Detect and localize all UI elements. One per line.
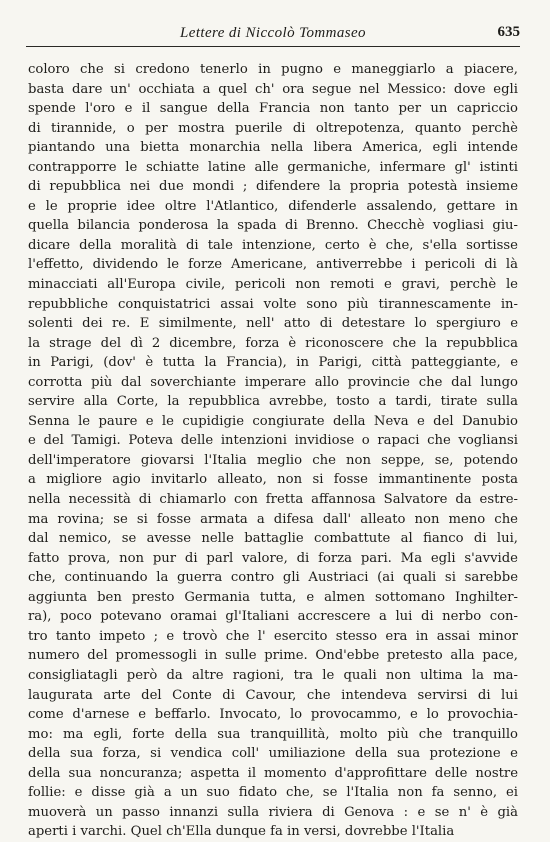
text-line: in Parigi, (dov' è tutta la Francia), in Parigi, città patteggiante, e bbox=[28, 355, 518, 371]
text-line: fatto prova, non pur di parl valore, di forza pari. Ma egli s'avvide bbox=[28, 550, 518, 566]
text-line: a migliore agio invitarlo alleato, non si fosse immantinente posta bbox=[28, 472, 518, 488]
text-line: della sua noncuranza; aspetta il momento d'approfittare delle nostre bbox=[28, 765, 518, 781]
text-line: dicare della moralità di tale intenzione, certo è che, s'ella sortisse bbox=[28, 237, 518, 253]
text-line: dell'imperatore giovarsi l'Italia meglio che non seppe, se, potendo bbox=[28, 452, 518, 468]
text-line: corrotta più dal soverchiante imperare allo provincie che dal lungo bbox=[28, 374, 518, 390]
text-line: aggiunta ben presto Germania tutta, e almen sottomano Inghilter- bbox=[28, 589, 518, 605]
text-line: contrapporre le schiatte latine alle germaniche, infermare gl' istinti bbox=[28, 159, 518, 175]
text-line: minacciati all'Europa civile, pericoli non remoti e gravi, perchè le bbox=[28, 277, 518, 293]
text-line: ma rovina; se si fosse armata a difesa dall' alleato non meno che bbox=[28, 511, 518, 527]
text-line: repubbliche conquistatrici assai volte sono più tirannescamente in- bbox=[28, 296, 518, 312]
letter-body-text bbox=[28, 60, 518, 842]
text-line: dal nemico, se avesse nelle battaglie combattute al fianco di lui, bbox=[28, 531, 518, 547]
text-line: solenti dei re. E similmente, nell' atto di detestare lo spergiuro e bbox=[28, 316, 518, 332]
text-line: laugurata arte del Conte di Cavour, che intendeva servirsi di lui bbox=[28, 687, 518, 703]
text-line: aperti i varchi. Quel ch'Ella dunque fa in versi, dovrebbe l'Italia bbox=[28, 824, 455, 840]
page-header bbox=[26, 22, 520, 47]
text-line: basta dare un' occhiata a quel ch' ora segue nel Messico: dove egli bbox=[28, 81, 518, 97]
text-line: di tirannide, o per mostra puerile di oltrepotenza, quanto perchè bbox=[28, 120, 518, 136]
text-line: l'effetto, dividendo le forze Americane, antiverrebbe i pericoli di là bbox=[28, 257, 518, 273]
text-line: mo: ma egli, forte della sua tranquillità, molto più che tranquillo bbox=[28, 726, 518, 742]
text-line: Senna le paure e le cupidigie congiurate della Neva e del Danubio bbox=[28, 413, 518, 429]
text-line: follie: e disse già a un suo fidato che, se l'Italia non fa senno, ei bbox=[28, 785, 518, 801]
text-line: e le proprie idee oltre l'Atlantico, difenderle assalendo, gettare in bbox=[28, 198, 518, 214]
text-line: nella necessità di chiamarlo con fretta affannosa Salvatore da estre- bbox=[28, 492, 518, 508]
text-line: piantando una bietta monarchia nella libera America, egli intende bbox=[28, 140, 518, 156]
text-line: come d'arnese e beffarlo. Invocato, lo provocammo, e lo provochia- bbox=[28, 707, 518, 723]
text-line: numero del promessogli in sulle prime. Ond'ebbe pretesto alla pace, bbox=[28, 648, 518, 664]
text-line: muoverà un passo innanzi sulla riviera di Genova : e se n' è già bbox=[28, 804, 518, 820]
text-line: consigliatagli però da altre ragioni, tra le quali non ultima la ma- bbox=[28, 667, 518, 683]
text-line: spende l'oro e il sangue della Francia non tanto per un capriccio bbox=[28, 101, 518, 117]
text-line: della sua forza, si vendica coll' umiliazione della sua protezione e bbox=[28, 746, 518, 762]
text-line: coloro che si credono tenerlo in pugno e maneggiarlo a piacere, bbox=[28, 62, 518, 77]
text-line: quella bilancia ponderosa la spada di Brenno. Checchè vogliasi giu- bbox=[28, 218, 518, 234]
running-title: Lettere di Niccolò Tommaseo bbox=[180, 25, 366, 41]
text-line: tro tanto impeto ; e trovò che l' esercito stesso era in assai minor bbox=[28, 628, 518, 644]
text-line: e del Tamigi. Poteva delle intenzioni invidiose o rapaci che vogliansi bbox=[28, 433, 518, 449]
text-line: che, continuando la guerra contro gli Austriaci (ai quali si sarebbe bbox=[28, 570, 518, 586]
text-line: la strage del dì 2 dicembre, forza è riconoscere che la repubblica bbox=[28, 335, 518, 351]
text-line: di repubblica nei due mondi ; difendere la propria potestà insieme bbox=[28, 179, 518, 195]
text-line: ra), poco potevano oramai gl'Italiani accrescere a lui di nerbo con- bbox=[28, 609, 518, 625]
page-number: 635 bbox=[497, 24, 520, 40]
text-line: servire alla Corte, la repubblica avrebbe, tosto a tardi, tirate sulla bbox=[28, 394, 518, 410]
